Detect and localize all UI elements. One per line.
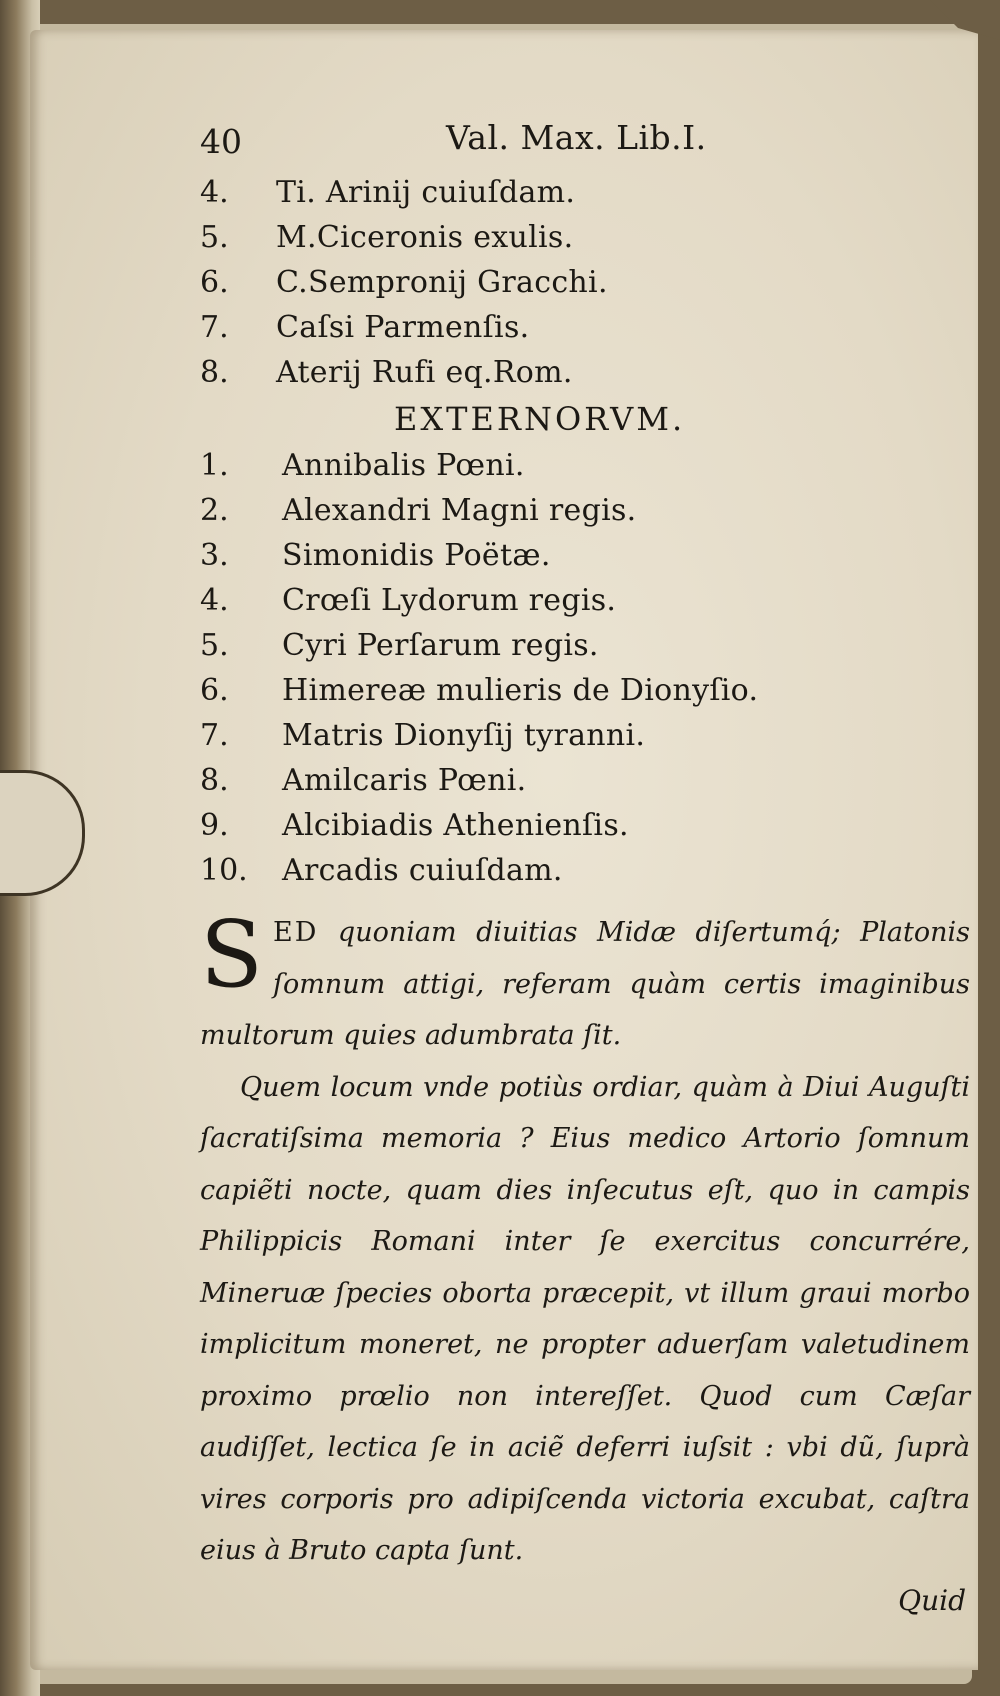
item-number: 9. xyxy=(200,808,229,843)
item-number: 5. xyxy=(200,628,229,663)
page-number: 40 xyxy=(200,122,242,161)
item-number: 8. xyxy=(200,763,229,798)
item-name: Amilcaris Pœni. xyxy=(282,763,527,798)
list-item xyxy=(200,803,970,848)
list-item xyxy=(200,215,970,260)
section-heading: EXTERNORVM. xyxy=(394,400,686,438)
list-item xyxy=(200,443,970,488)
item-name: Annibalis Pœni. xyxy=(282,448,525,483)
paragraph-1-text: quoniam diuitias Midæ diſertumq́; Platonis ſomnum attigi, referam quàm certis imaginibus multorum quies adumbrata ſit. xyxy=(200,917,970,1051)
item-number: 2. xyxy=(200,493,229,528)
list-item xyxy=(200,668,970,713)
item-name: Crœſi Lydorum regis. xyxy=(282,583,617,618)
page-text xyxy=(200,118,970,1621)
item-number: 5. xyxy=(200,220,229,255)
list-item xyxy=(200,305,970,350)
item-number: 7. xyxy=(200,310,229,345)
item-number: 7. xyxy=(200,718,229,753)
item-name: Ti. Arinij cuiuſdam. xyxy=(276,175,576,210)
item-name: Arcadis cuiuſdam. xyxy=(282,853,563,888)
item-number: 4. xyxy=(200,583,229,618)
body-paragraph-2: Quem locum vnde potiùs ordiar, quàm à Diui Auguſti ſacratiſsima memoria ? Eius medico Artorio ſomnum capiẽti nocte, quam dies inſecutus eſt, quo in campis Philippicis Romani inter ſe exercitus concurrére, Mineruæ ſpecies oborta præcepit, vt illum graui morbo implicitum moneret, ne propter aduerſam valetudinem proximo prœlio non intereſſet. Quod cum Cæſar audiſſet, lectica ſe in aciẽ deferri iuſsit : vbi dũ, ſuprà vires corporis pro adipiſcenda victoria excubat, caſtra eius à Bruto capta ſunt. xyxy=(200,1071,970,1566)
item-number: 6. xyxy=(200,673,229,708)
item-name: Alexandri Magni regis. xyxy=(282,493,637,528)
list-item xyxy=(200,488,970,533)
drop-cap: S xyxy=(200,901,264,1008)
list-item xyxy=(200,350,970,395)
list-item xyxy=(200,848,970,893)
item-number: 3. xyxy=(200,538,229,573)
item-name: Caſsi Parmenſis. xyxy=(276,310,530,345)
item-name: Cyri Perſarum regis. xyxy=(282,628,599,663)
list-item xyxy=(200,578,970,623)
item-number: 4. xyxy=(200,175,229,210)
item-name: Matris Dionyſij tyranni. xyxy=(282,718,646,753)
body-paragraph-1 xyxy=(200,901,970,1062)
list-item xyxy=(200,533,970,578)
small-caps-opening: ED xyxy=(273,917,319,948)
item-number: 6. xyxy=(200,265,229,300)
running-title: Val. Max. Lib.I. xyxy=(446,118,707,157)
item-number: 1. xyxy=(200,448,229,483)
list-item xyxy=(200,758,970,803)
list-item xyxy=(200,170,970,215)
item-number: 8. xyxy=(200,355,229,390)
running-head xyxy=(200,118,970,170)
item-number: 10. xyxy=(200,853,248,888)
domestic-list xyxy=(200,170,970,395)
item-name: Aterij Rufi eq.Rom. xyxy=(276,355,573,390)
item-name: Simonidis Poëtæ. xyxy=(282,538,551,573)
item-name: Alcibiadis Athenienſis. xyxy=(282,808,629,843)
list-item xyxy=(200,260,970,305)
list-item xyxy=(200,713,970,758)
catchword: Quid xyxy=(898,1583,966,1617)
item-name: C.Sempronij Gracchi. xyxy=(276,265,608,300)
item-name: M.Ciceronis exulis. xyxy=(276,220,574,255)
list-item xyxy=(200,623,970,668)
external-list xyxy=(200,443,970,893)
item-name: Himereæ mulieris de Dionyſio. xyxy=(282,673,759,708)
